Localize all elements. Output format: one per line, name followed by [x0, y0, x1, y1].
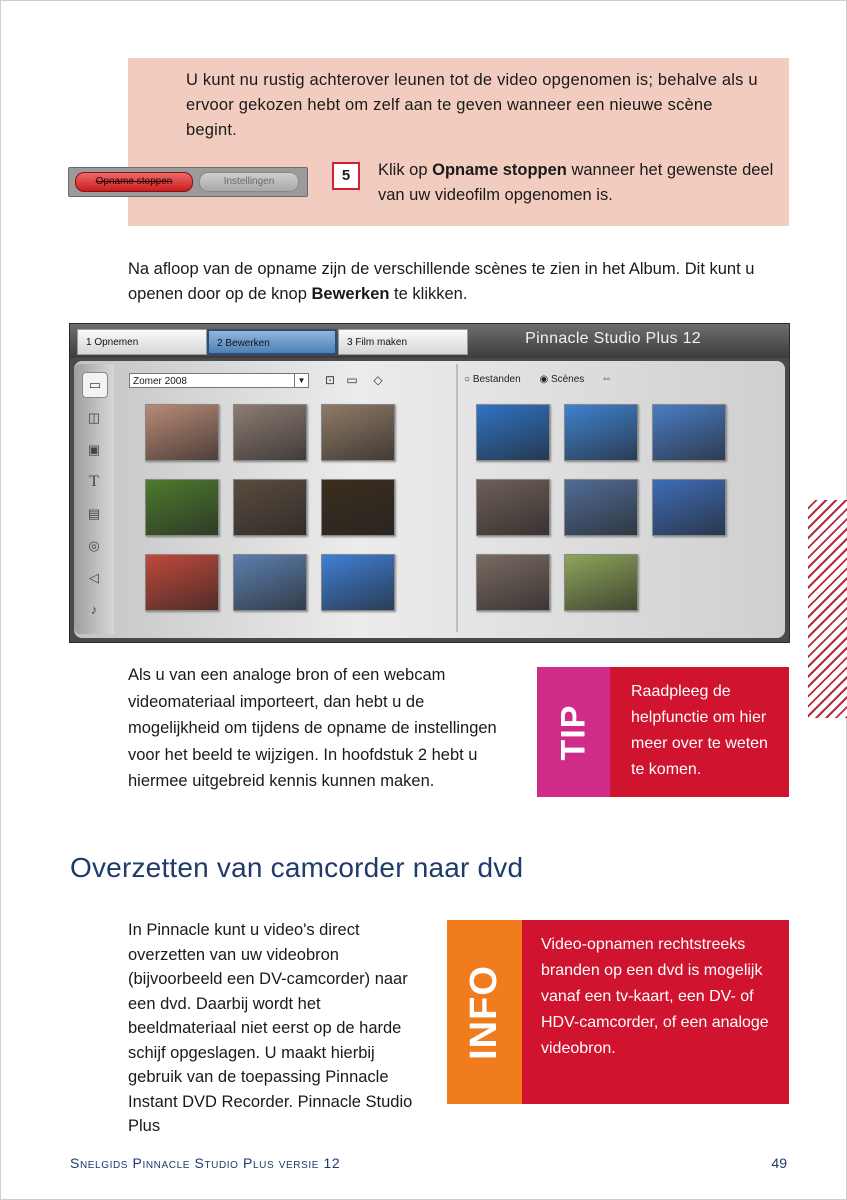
album-sidebar: [74, 364, 114, 634]
tip-text: Raadpleeg de helpfunctie om hier meer over te weten te komen.: [631, 683, 768, 778]
folder-up-icon[interactable]: ⊡: [324, 373, 336, 387]
disc-icon[interactable]: ◎: [88, 538, 100, 553]
album-thumbnail[interactable]: [476, 554, 550, 611]
app-topbar: [70, 324, 789, 358]
footer-book-title: Snelgids Pinnacle Studio Plus versie 12: [70, 1155, 341, 1171]
folder-icon[interactable]: ▭: [346, 373, 358, 387]
info-text: Video-opnamen rechtstreeks branden op een dvd is mogelijk vanaf een tv-kaart, een DV- of HDV-camcorder, of een analoge videobron.: [541, 936, 769, 1057]
album-dropdown[interactable]: [129, 373, 309, 388]
album-left-page: [121, 364, 451, 632]
hatch-decoration: [808, 500, 847, 718]
tag-icon[interactable]: ◇: [373, 373, 383, 387]
radio-files[interactable]: ○ Bestanden: [464, 374, 521, 385]
sound-icon[interactable]: ◁: [89, 570, 99, 585]
settings-button[interactable]: Instellingen: [199, 172, 299, 192]
section-title: Overzetten van camcorder naar dvd: [70, 852, 524, 883]
album-thumbnail[interactable]: [321, 479, 395, 536]
stop-recording-button[interactable]: Opname stoppen: [75, 172, 193, 192]
info-box: [447, 920, 789, 1104]
pinnacle-screenshot: [69, 323, 790, 643]
album-text-after: te klikken.: [389, 285, 468, 303]
album-thumbnail[interactable]: [145, 479, 219, 536]
album-thumbnail[interactable]: [564, 554, 638, 611]
step-prefix: Klik op: [378, 161, 433, 179]
tab-edit[interactable]: 2 Bewerken: [207, 329, 337, 355]
album-thumbnail[interactable]: [321, 554, 395, 611]
info-label: [447, 920, 522, 1104]
album-dropdown-value: Zomer 2008: [133, 376, 187, 387]
title-icon[interactable]: T: [89, 473, 99, 490]
tab-make-movie[interactable]: 3 Film maken: [338, 329, 468, 355]
step-bold: Opname stoppen: [432, 161, 567, 179]
tab-record[interactable]: 1 Opnemen: [77, 329, 207, 355]
album-thumbnail[interactable]: [145, 554, 219, 611]
album-thumbnail[interactable]: [652, 479, 726, 536]
video-icon[interactable]: ▭: [82, 372, 108, 398]
chevron-down-icon: ▼: [294, 374, 308, 387]
photo-icon[interactable]: ▣: [87, 442, 101, 457]
album-thumbnail[interactable]: [476, 479, 550, 536]
analog-paragraph: Als u van een analoge bron of een webcam videomateriaal importeert, dan hebt u de mogelijkheid om tijdens de opname de instellingen voor het beeld te wijzigen. In hoofdstuk 2 hebt u hiermee uitgebreid kennis kunnen maken.: [128, 666, 497, 790]
radio-files-label: Bestanden: [472, 374, 521, 385]
album-thumbnail[interactable]: [652, 404, 726, 461]
instruction-box: [128, 58, 789, 226]
album-thumbnail[interactable]: [233, 554, 307, 611]
app-brand: Pinnacle Studio Plus 12: [525, 330, 701, 347]
instant-paragraph: In Pinnacle kunt u video's direct overzetten van uw videobron (bijvoorbeeld een DV-camcorder) naar een dvd. Daarbij wordt het beeldmateriaal niet eerst op de harde schijf opgeslagen. U maakt hierbij gebruik van de toepassing Pinnacle Instant DVD Recorder. Pinnacle Studio Plus: [128, 921, 413, 1135]
tip-label-text: TIP: [554, 704, 592, 760]
album-right-page: [456, 364, 778, 632]
album-thumbnail[interactable]: [233, 404, 307, 461]
radio-scenes[interactable]: ◉ Scènes: [539, 374, 585, 385]
album-thumbnail[interactable]: [145, 404, 219, 461]
record-button-strip: [68, 167, 308, 197]
album-text-before: Na afloop van de opname zijn de verschillende scènes te zien in het Album. Dit kunt u openen door op de knop: [128, 260, 755, 303]
tip-box: [537, 667, 789, 797]
album-thumbnail[interactable]: [564, 404, 638, 461]
step-text: [378, 158, 778, 208]
view-options: [464, 374, 618, 385]
step-number-badge: 5: [332, 162, 360, 190]
page-number: 49: [771, 1155, 787, 1171]
radio-scenes-label: Scènes: [550, 374, 585, 385]
music-icon[interactable]: ♪: [90, 602, 98, 617]
transition-icon[interactable]: ◫: [87, 410, 101, 425]
album-thumbnail[interactable]: [564, 479, 638, 536]
album-thumbnail[interactable]: [321, 404, 395, 461]
info-label-text: INFO: [463, 964, 505, 1060]
album-thumbnail[interactable]: [476, 404, 550, 461]
step-suffix: wanneer het gewenste deel van uw videofilm opgenomen is.: [378, 161, 774, 204]
album-thumbnail[interactable]: [233, 479, 307, 536]
tip-label: [537, 667, 610, 797]
glasses-icon[interactable]: ◦◦: [603, 374, 611, 385]
album-paragraph: [128, 257, 778, 307]
album-text-bold: Bewerken: [311, 285, 390, 303]
instruction-intro: U kunt nu rustig achterover leunen tot de video opgenomen is; behalve als u ervoor gekozen hebt om zelf aan te geven wanneer een nieuwe scène begint.: [186, 71, 758, 139]
menu-icon[interactable]: ▤: [87, 506, 101, 521]
